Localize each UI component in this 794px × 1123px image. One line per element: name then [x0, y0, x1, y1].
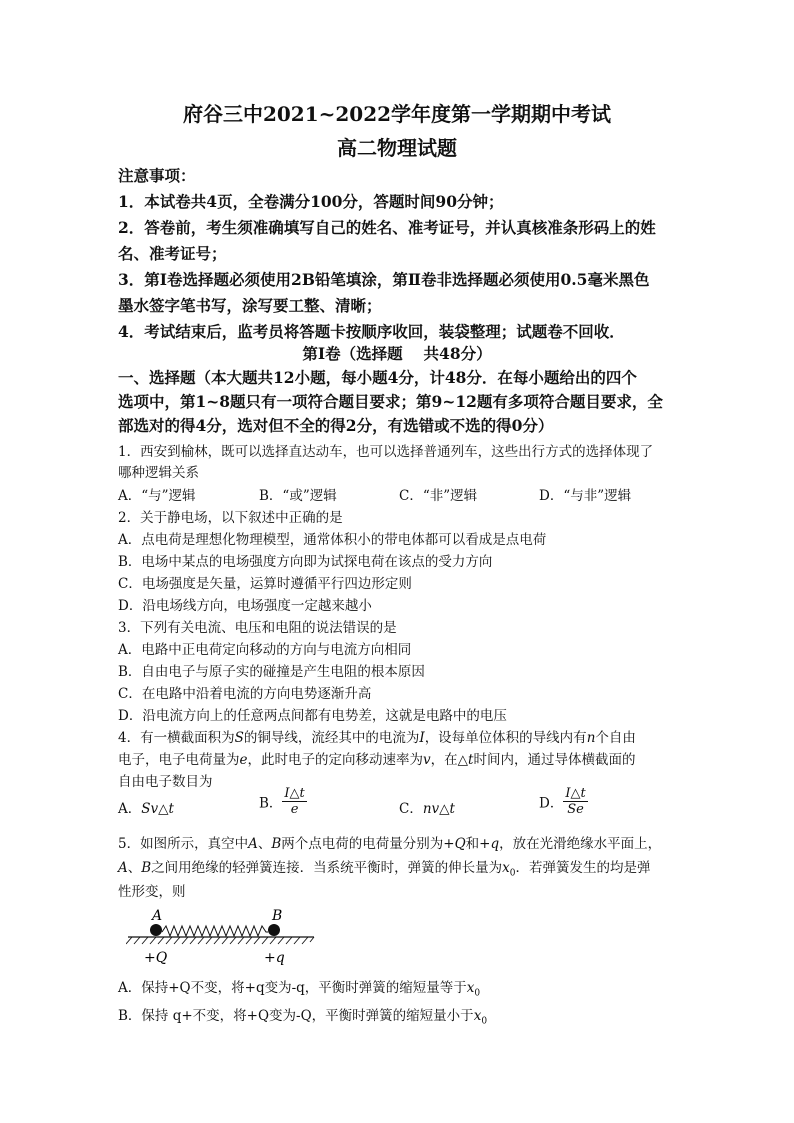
q2-option-b: B．电场中某点的电场强度方向即为试探电荷在该点的受力方向 [118, 554, 493, 570]
q4-option-b: B． $\frac{I\triangle t}{e}$ [259, 786, 305, 817]
q5-stem-line3: 性形变，则 [118, 884, 186, 900]
figure-label-plus-q-big: +Q [144, 950, 168, 966]
q3-option-c: C．在电路中沿着电流的方向电势逐渐升高 [118, 686, 372, 702]
note-3-line1: 3．第Ⅰ卷选择题必须使用2B铅笔填涂，第Ⅱ卷非选择题必须使用0.5毫米黑色 [118, 270, 650, 289]
section-intro-line1: 一、选择题（本大题共12小题，每小题4分，计48分．在每小题给出的四个 [118, 368, 637, 387]
note-2-line2: 名、准考证号； [118, 244, 227, 263]
q4-option-b-fraction: $\frac{I\triangle t}{e}$ [284, 786, 305, 817]
q1-stem-line1: 1．西安到榆林，既可以选择直达动车，也可以选择普通列车，这些出行方式的选择体现了 [118, 444, 654, 460]
q5-stem-line2: A、B之间用绝缘的轻弹簧连接．当系统平衡时，弹簧的伸长量为$x_0$．若弹簧发生的均是弹 [118, 860, 651, 879]
charge-a-ball [150, 924, 162, 936]
charge-b-ball [268, 924, 280, 936]
q5-stem-line1: 5．如图所示，真空中A、B两个点电荷的电荷量分别为+Q和+q，放在光滑绝缘水平面上， [118, 836, 662, 852]
figure-label-plus-q-small: +q [264, 950, 285, 966]
q1-option-c: C．“非”逻辑 [399, 488, 478, 504]
section-title: 第Ⅰ卷（选择题 共48分） [302, 344, 492, 363]
note-1: 1．本试卷共4页，全卷满分100分，答题时间90分钟； [118, 192, 504, 211]
q4-option-a: A．Sv△t [118, 801, 174, 817]
note-4: 4．考试结束后，监考员将答题卡按顺序收回，装袋整理；试题卷不回收． [118, 322, 625, 341]
section-intro-line3: 部选对的得4分，选对但不全的得2分，有选错或不选的得0分） [118, 416, 554, 435]
spring [162, 926, 268, 936]
exam-subtitle: 高二物理试题 [337, 136, 457, 160]
q4-option-d-fraction: $\frac{I\triangle t}{Se}$ [565, 786, 586, 817]
q1-option-a: A．“与”逻辑 [118, 488, 196, 504]
exam-title: 府谷三中2021~2022学年度第一学期期中考试 [182, 102, 612, 126]
figure-label-a: A [152, 908, 163, 924]
q4-stem-line1: 4．有一横截面积为S的铜导线，流经其中的电流为I，设每单位体积的导线内有n个自由 [118, 730, 636, 746]
q2-option-c: C．电场强度是矢量，运算时遵循平行四边形定则 [118, 576, 412, 592]
spring-charges-figure [126, 906, 316, 972]
q5-option-b: B．保持 q+不变，将+Q变为-Q，平衡时弹簧的缩短量小于$x_0$ [118, 1008, 488, 1027]
q3-option-d: D．沿电流方向上的任意两点间都有电势差，这就是电路中的电压 [118, 708, 507, 724]
notes-heading: 注意事项： [118, 166, 196, 185]
q4-stem-line3: 自由电子数目为 [118, 774, 213, 790]
q3-option-b: B．自由电子与原子实的碰撞是产生电阻的根本原因 [118, 664, 425, 680]
q1-stem-line2: 哪种逻辑关系 [118, 465, 199, 481]
note-2-line1: 2．答卷前，考生须准确填写自己的姓名、准考证号，并认真核准条形码上的姓 [118, 218, 656, 237]
section-intro-line2: 选项中，第1~8题只有一项符合题目要求；第9~12题有多项符合题目要求，全 [118, 392, 663, 411]
q2-option-d: D．沿电场线方向，电场强度一定越来越小 [118, 598, 372, 614]
q3-option-a: A．电路中正电荷定向移动的方向与电流方向相同 [118, 642, 412, 658]
q4-stem-line2: 电子，电子电荷量为e，此时电子的定向移动速率为v，在△t时间内，通过导体横截面的 [118, 752, 636, 768]
ground-hatching [126, 937, 314, 944]
q3-stem: 3．下列有关电流、电压和电阻的说法错误的是 [118, 620, 397, 636]
note-3-line2: 墨水签字笔书写，涂写要工整、清晰； [118, 296, 382, 315]
q5-option-a: A．保持+Q不变，将+q变为-q，平衡时弹簧的缩短量等于$x_0$ [118, 980, 481, 999]
q1-option-d: D．“与非”逻辑 [539, 488, 632, 504]
q4-option-c: C．nv△t [399, 801, 455, 817]
figure-label-b: B [272, 908, 283, 924]
q1-option-b: B．“或”逻辑 [259, 488, 337, 504]
q2-stem: 2．关于静电场，以下叙述中正确的是 [118, 510, 343, 526]
q4-option-d: D． $\frac{I\triangle t}{Se}$ [539, 786, 586, 817]
q2-option-a: A．点电荷是理想化物理模型，通常体积小的带电体都可以看成是点电荷 [118, 532, 547, 548]
